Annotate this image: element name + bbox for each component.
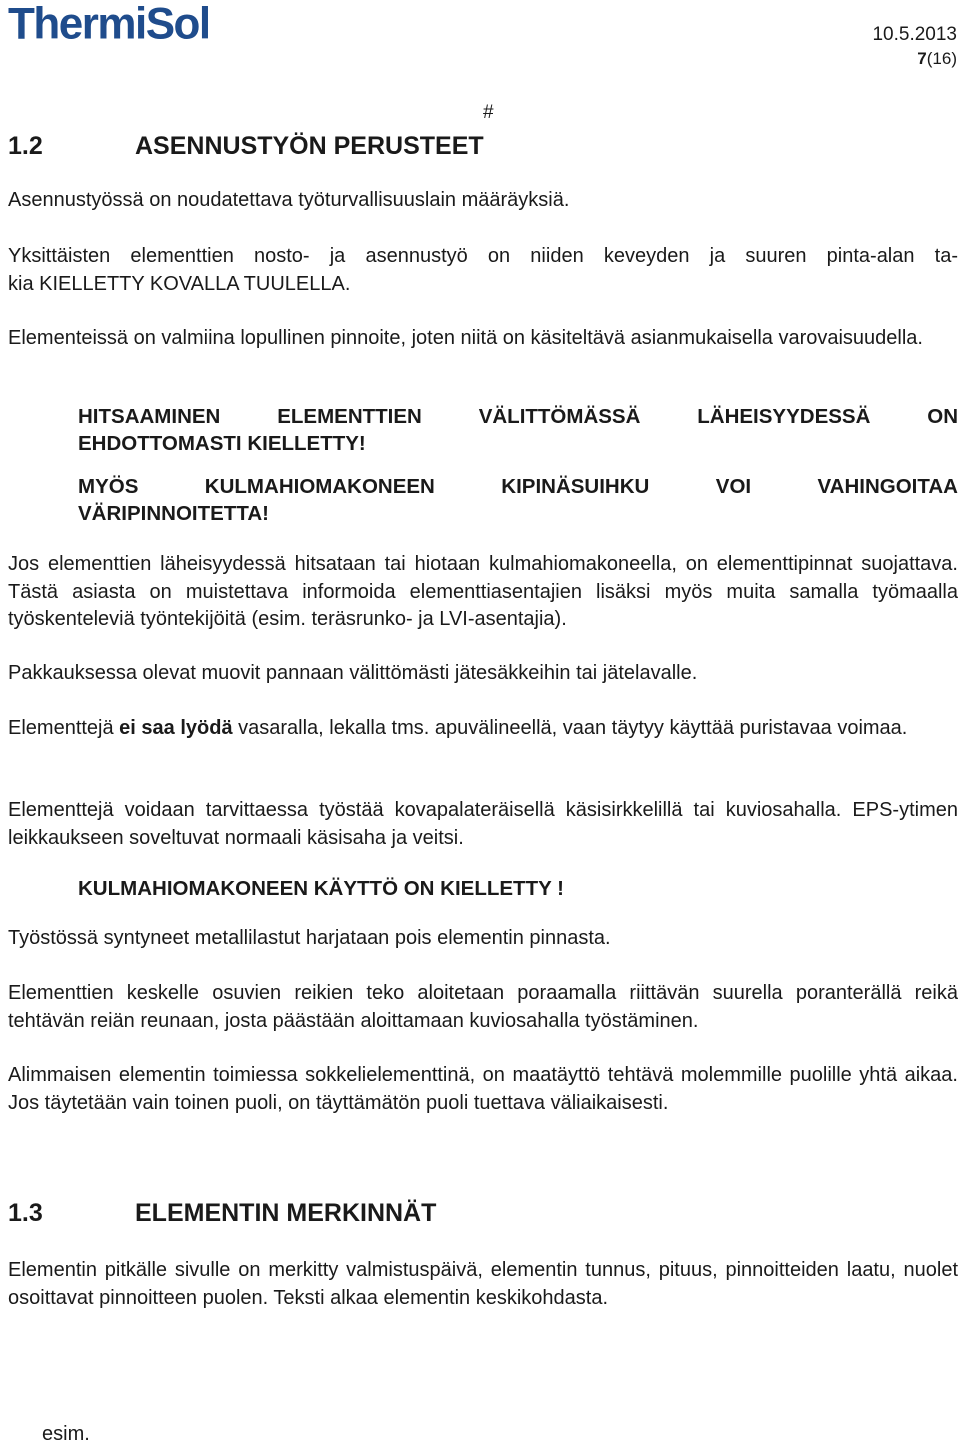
warning-grinder-forbidden: KULMAHIOMAKONEEN KÄYTTÖ ON KIELLETTY !	[78, 877, 564, 900]
warning-line: HITSAAMINEN ELEMENTTIEN VÄLITTÖMÄSSÄ LÄHEISYYDESSÄ ON	[78, 405, 958, 428]
page-current: 7	[917, 49, 927, 68]
emphasis-text: ei saa lyödä	[119, 717, 233, 739]
page-number	[917, 48, 957, 70]
paragraph-no-hitting	[8, 715, 958, 743]
section-heading-1-3	[8, 1198, 436, 1228]
paragraph-cutting-tools: Elementtejä voidaan tarvittaessa työstää kovapalateräisellä käsisirkkelillä tai kuviosahalla. EPS-ytimen leikkaukseen soveltuvat normaali käsisaha ja veitsi.	[8, 799, 958, 849]
paragraph-text: Elementtejä	[8, 717, 120, 739]
hash-marker: #	[483, 102, 494, 123]
paragraph-metal-chips: Työstössä syntyneet metallilastut harjataan pois elementin pinnasta.	[8, 927, 611, 949]
paragraph-packaging: Pakkauksessa olevat muovit pannaan välittömästi jätesäkkeihin tai jätelavalle.	[8, 662, 698, 684]
warning-line: VÄRIPINNOITETTA!	[78, 502, 269, 525]
paragraph-line: kia KIELLETTY KOVALLA TUULELLA.	[8, 272, 351, 295]
warning-welding	[78, 403, 958, 457]
paragraph-line: Yksittäisten elementtien nosto- ja asennustyö on niiden keveyden ja suuren pinta-alan ta-	[8, 245, 958, 267]
page-total: (16)	[926, 49, 957, 68]
company-logo: ThermiSol	[8, 0, 210, 49]
document-date: 10.5.2013	[872, 24, 957, 45]
paragraph-markings: Elementin pitkälle sivulle on merkitty valmistuspäivä, elementin tunnus, pituus, pinnoitteiden laatu, nuolet osoittavat pinnoitteen puolen. Teksti alkaa elementin keskikohdasta.	[8, 1259, 958, 1309]
paragraph-text: vasaralla, lekalla tms. apuvälineellä, vaan täytyy käyttää puristavaa voimaa.	[232, 717, 908, 739]
section-title: ELEMENTIN MERKINNÄT	[135, 1199, 437, 1227]
paragraph-coating: Elementeissä on valmiina lopullinen pinnoite, joten niitä on käsiteltävä asianmukaisella varovaisuudella.	[8, 327, 923, 349]
paragraph-protection: Jos elementtien läheisyydessä hitsataan tai hiotaan kulmahiomakoneella, on elementtipinnat suojattava. Tästä asiasta on muistettava informoida elementtiasentajien lisäksi myös muita samalla työmaalla työskenteleviä työntekijöitä (esim. teräsrunko- ja LVI-asentajia).	[8, 553, 958, 630]
section-title: ASENNUSTYÖN PERUSTEET	[135, 132, 484, 160]
warning-line: MYÖS KULMAHIOMAKONEEN KIPINÄSUIHKU VOI VAHINGOITAA	[78, 475, 958, 498]
paragraph-plinth-element: Alimmaisen elementin toimiessa sokkelielementtinä, on maatäyttö tehtävä molemmille puolille yhtä aikaa. Jos täytetään vain toinen puoli, on täyttämätön puoli tuettava väliaikaisesti.	[8, 1064, 958, 1114]
section-heading-1-2	[8, 131, 484, 161]
paragraph-drilling: Elementtien keskelle osuvien reikien teko aloitetaan poraamalla riittävän suurella poranterällä reikä tehtävän reiän reunaan, josta päästään aloittamaan kuviosahalla työstäminen.	[8, 982, 958, 1032]
warning-grinder-sparks	[78, 473, 958, 527]
example-label: esim.	[42, 1423, 90, 1445]
section-number: 1.2	[8, 132, 43, 160]
warning-line: EHDOTTOMASTI KIELLETTY!	[78, 432, 366, 455]
section-number: 1.3	[8, 1199, 43, 1227]
paragraph-wind-warning	[8, 243, 958, 298]
paragraph-safety-law: Asennustyössä on noudatettava työturvallisuuslain määräyksiä.	[8, 189, 570, 211]
